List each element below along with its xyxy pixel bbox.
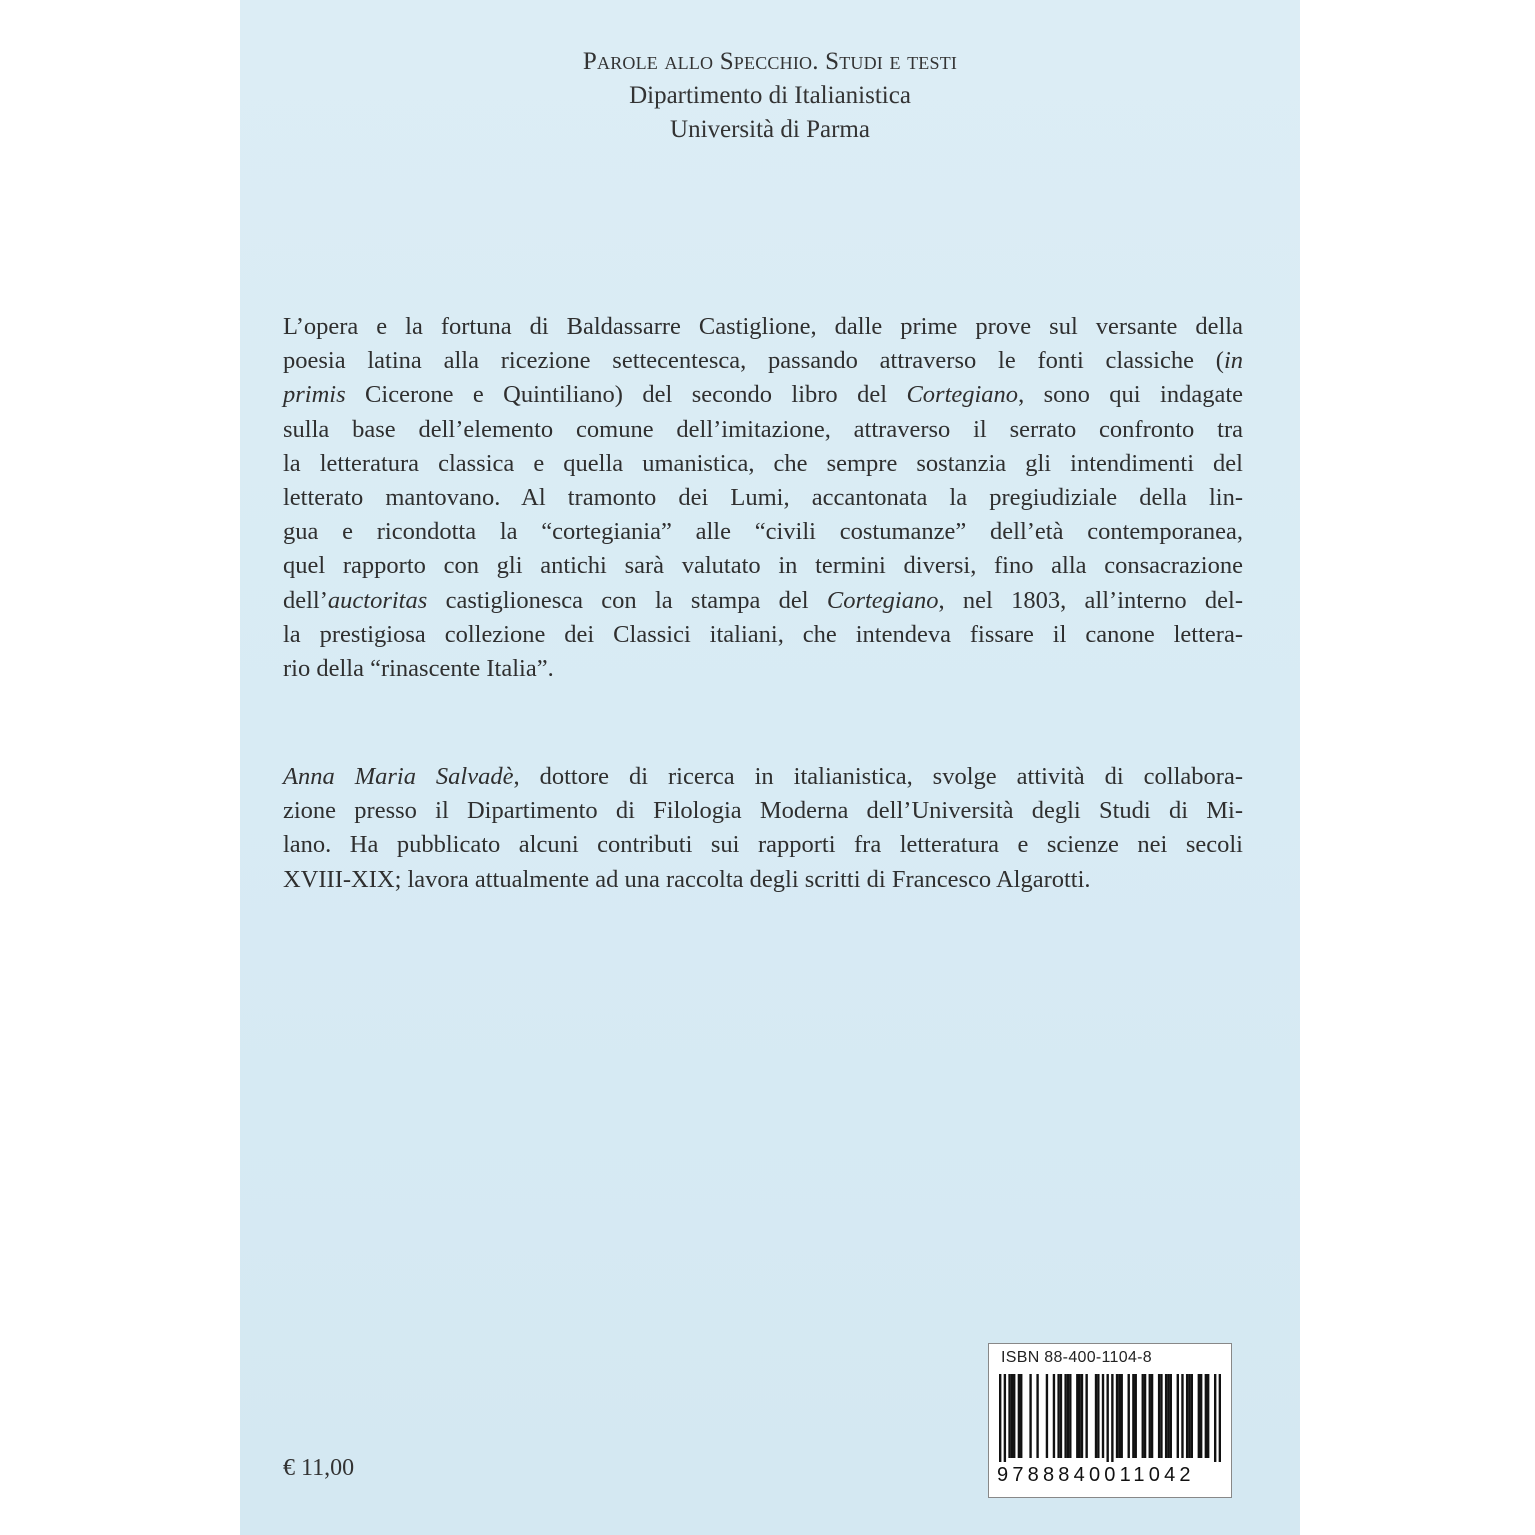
barcode-bar — [1160, 1374, 1162, 1458]
description-line: rio della “rinascente Italia”. — [283, 655, 554, 683]
department-name: Dipartimento di Italianistica — [629, 82, 911, 109]
ean-digits: 9788840011042 — [997, 1464, 1195, 1486]
barcode-bar — [1142, 1374, 1144, 1458]
description-line: la letteratura classica e quella umanistica, che sempre sostanzia gli intendimenti del — [283, 449, 1243, 477]
barcode-bar — [1067, 1374, 1069, 1458]
description-line: sulla base dell’elemento comune dell’imitazione, attraverso il serrato confronto tra — [283, 415, 1243, 443]
author-bio — [283, 760, 1243, 897]
barcode-bar — [1036, 1374, 1038, 1458]
book-description — [283, 310, 1243, 686]
barcode-bar — [1069, 1374, 1071, 1458]
barcode-bar — [1188, 1374, 1190, 1458]
description-line: la prestigiosa collezione dei Classici italiani, che intendeva fissare il canone lettera- — [283, 620, 1243, 648]
author-name: Anna Maria Salvadè — [283, 763, 514, 790]
barcode-bar — [1186, 1374, 1188, 1458]
barcode-bar — [1011, 1374, 1013, 1458]
barcode-bar — [1170, 1374, 1172, 1458]
barcode-bar — [1181, 1374, 1183, 1458]
bio-line: lano. Ha pubblicato alcuni contributi sui rapporti fra letteratura e scienze nei secoli — [283, 831, 1243, 859]
series-header — [240, 45, 1300, 147]
barcode-bar — [1078, 1374, 1080, 1458]
barcode-bar — [1106, 1374, 1108, 1462]
description-line: dell’auctoritas castiglionesca con la stampa del Cortegiano, nel 1803, all’interno del- — [283, 586, 1243, 614]
description-line: letterato mantovano. Al tramonto dei Lumi, accantonata la pregiudiziale della lin- — [283, 484, 1243, 512]
barcode-bar — [1177, 1374, 1179, 1458]
description-line: primis Cicerone e Quintiliano) del secondo libro del Cortegiano, sono qui indagate — [283, 381, 1244, 409]
bio-line: XVIII-XIX; lavora attualmente ad una raccolta degli scritti di Francesco Algarotti. — [283, 865, 1091, 893]
barcode-bar — [1020, 1374, 1022, 1458]
barcode-bar — [1205, 1374, 1207, 1458]
barcode-bar — [1149, 1374, 1151, 1458]
barcode-bar — [1008, 1374, 1010, 1458]
barcode-bar — [1060, 1374, 1062, 1458]
barcode-bar — [1165, 1374, 1167, 1458]
isbn-barcode — [988, 1343, 1232, 1498]
description-line: quel rapporto con gli antichi sarà valutato in termini diversi, fino alla consacrazione — [283, 552, 1243, 580]
price-label: € 11,00 — [283, 1455, 355, 1481]
barcode-bar — [1116, 1374, 1118, 1458]
barcode-bar — [1132, 1374, 1134, 1458]
barcode-bar — [1076, 1374, 1078, 1458]
barcode-bar — [1207, 1374, 1209, 1458]
barcode-bar — [1198, 1374, 1200, 1458]
barcode-bar — [1118, 1374, 1120, 1458]
barcode-bar — [999, 1374, 1001, 1462]
description-line: poesia latina alla ricezione settecentesca, passando attraverso le fonti classiche (in — [283, 347, 1243, 375]
barcode-bar — [1029, 1374, 1031, 1458]
barcode-bar — [1095, 1374, 1097, 1458]
isbn-number: ISBN 88-400-1104-8 — [1001, 1349, 1152, 1366]
barcode-bar — [1219, 1374, 1221, 1462]
bio-line: Anna Maria Salvadè, dottore di ricerca in italianistica, svolge attività di collabora- — [283, 763, 1243, 790]
barcode-bar — [1018, 1374, 1020, 1458]
barcode-bar — [1053, 1374, 1055, 1458]
description-line: gua e ricondotta la “cortegiania” alle “civili costumanze” dell’età contemporanea, — [283, 518, 1243, 546]
barcode-bar — [1102, 1374, 1104, 1458]
barcode-bar — [1085, 1374, 1087, 1458]
barcode-bar — [1158, 1374, 1160, 1458]
barcode-bar — [1064, 1374, 1066, 1458]
barcode-bar — [1144, 1374, 1146, 1458]
barcode-bars — [999, 1374, 1221, 1462]
series-title: Parole allo Specchio. Studi e testi — [582, 48, 958, 75]
barcode-bar — [1081, 1374, 1083, 1458]
barcode-bar — [1167, 1374, 1169, 1458]
barcode-bar — [1151, 1374, 1153, 1458]
barcode-bar — [1214, 1374, 1216, 1462]
barcode-bar — [1057, 1374, 1059, 1458]
barcode-bar — [1046, 1374, 1048, 1458]
barcode-bar — [1128, 1374, 1130, 1458]
description-line: L’opera e la fortuna di Baldassarre Castiglione, dalle prime prove sul versante della — [283, 313, 1243, 340]
barcode-bar — [1200, 1374, 1202, 1458]
barcode-bar — [1013, 1374, 1015, 1458]
university-name: Università di Parma — [670, 116, 870, 143]
barcode-bar — [1111, 1374, 1113, 1462]
barcode-bar — [1191, 1374, 1193, 1458]
barcode-bar — [1121, 1374, 1123, 1458]
barcode-bar — [1097, 1374, 1099, 1458]
barcode-bar — [1004, 1374, 1006, 1462]
bio-line: zione presso il Dipartimento di Filologia Moderna dell’Università degli Studi di Mi- — [283, 797, 1243, 825]
barcode-bar — [1135, 1374, 1137, 1458]
